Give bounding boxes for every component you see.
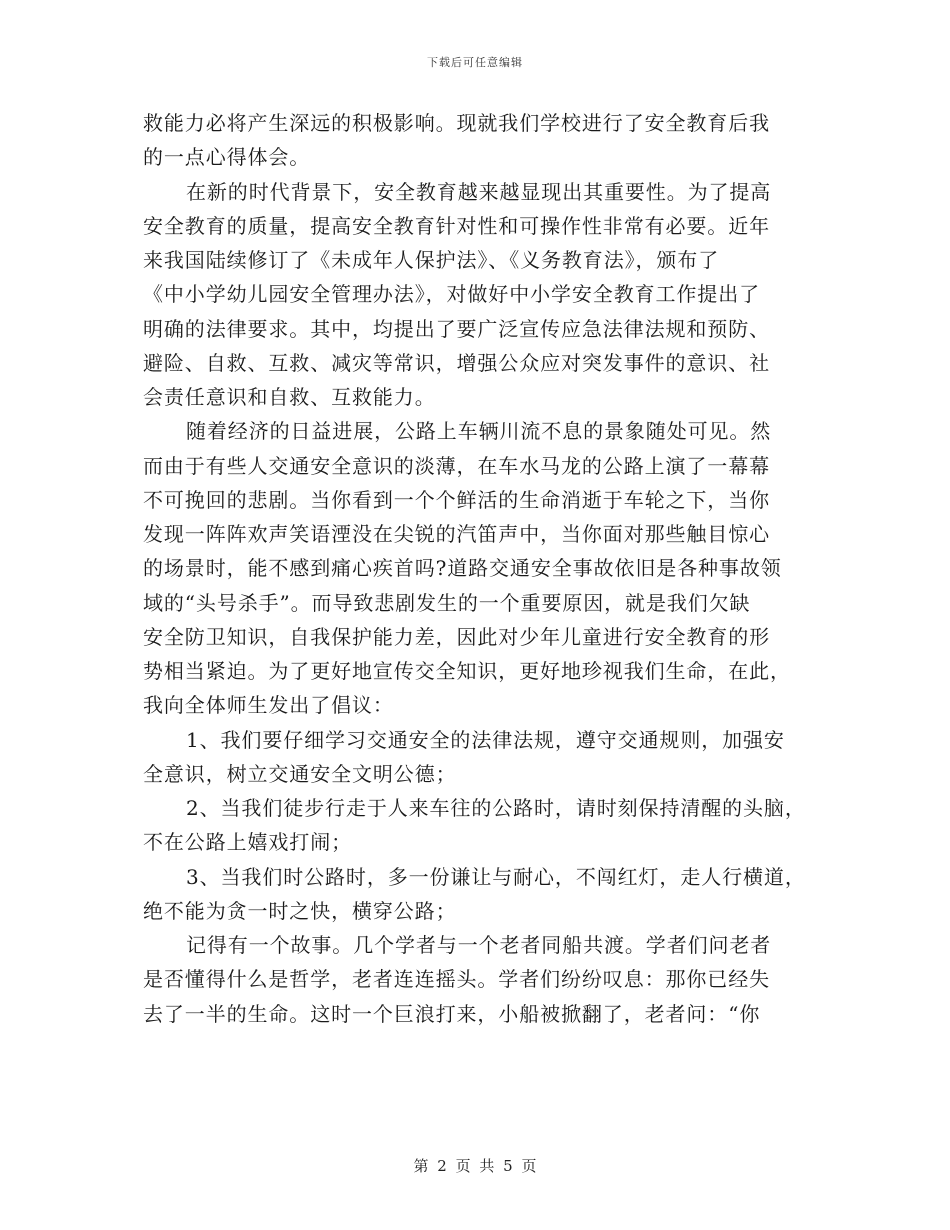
body-line: 而由于有些人交通安全意识的淡薄，在车水马龙的公路上演了一幕幕 bbox=[143, 453, 770, 478]
document-body bbox=[143, 106, 808, 1031]
paragraph-start-line: 记得有一个故事。几个学者与一个老者同船共渡。学者们问老者 bbox=[186, 933, 772, 957]
body-line: 会责任意识和自救、互救能力。 bbox=[143, 385, 436, 409]
body-line: 是否懂得什么是哲学，老者连连摇头。学者们纷纷叹息：那你已经失 bbox=[143, 967, 770, 992]
body-line: 避险、自救、互救、减灾等常识，增强公众应对突发事件的意识、社 bbox=[143, 350, 770, 375]
body-line: 的一点心得体会。 bbox=[143, 145, 311, 170]
body-line: 域的“头号杀手”。而导致悲剧发生的一个重要原因，就是我们欠缺 bbox=[143, 590, 751, 615]
body-line: 去了一半的生命。这时一个巨浪打来，小船被掀翻了，老者问：“你 bbox=[143, 1001, 761, 1026]
body-line: 全意识，树立交通安全文明公德； bbox=[143, 761, 457, 786]
page-header-note: 下载后可任意编辑 bbox=[427, 56, 523, 69]
body-line: 发现一阵阵欢声笑语湮没在尖锐的汽笛声中，当你面对那些触目惊心 bbox=[143, 522, 770, 546]
page-number-footer: 第 2 页 共 5 页 bbox=[413, 1157, 537, 1175]
body-line: 来我国陆续修订了《未成年人保护法》、《义务教育法》，颁布了 bbox=[143, 248, 720, 272]
paragraph-start-line: 3、当我们时公路时，多一份谦让与耐心，不闯红灯，走人行横道， bbox=[186, 864, 806, 889]
body-line: 我向全体师生发出了倡议： bbox=[143, 693, 394, 718]
paragraph-start-line: 随着经济的日益进展，公路上车辆川流不息的景象随处可见。然 bbox=[186, 419, 772, 444]
paragraph-start-line: 1、我们要仔细学习交通安全的法律法规，遵守交通规则，加强安 bbox=[186, 727, 785, 752]
body-line: 安全教育的质量，提高安全教育针对性和可操作性非常有必要。近年 bbox=[143, 213, 770, 238]
body-line: 救能力必将产生深远的积极影响。现就我们学校进行了安全教育后我 bbox=[143, 111, 770, 135]
body-line: 势相当紧迫。为了更好地宣传交全知识，更好地珍视我们生命，在此， bbox=[143, 659, 791, 683]
body-line: 不在公路上嬉戏打闹； bbox=[143, 830, 352, 855]
paragraph-start-line: 在新的时代背景下，安全教育越来越显现出其重要性。为了提高 bbox=[186, 179, 772, 204]
body-line: 的场景时，能不感到痛心疾首吗?道路交通安全事故依旧是各种事故领 bbox=[143, 556, 782, 581]
paragraph-start-line: 2、当我们徒步行走于人来车往的公路时，请时刻保持清醒的头脑， bbox=[186, 796, 806, 820]
body-line: 不可挽回的悲剧。当你看到一个个鲜活的生命消逝于车轮之下，当你 bbox=[143, 487, 770, 512]
body-line: 绝不能为贪一时之快，横穿公路； bbox=[143, 898, 457, 923]
body-line: 明确的法律要求。其中，均提出了要广泛宣传应急法律法规和预防、 bbox=[143, 316, 770, 341]
body-line: 安全防卫知识，自我保护能力差，因此对少年儿童进行安全教育的形 bbox=[143, 624, 770, 649]
body-line: 《中小学幼儿园安全管理办法》，对做好中小学安全教育工作提出了 bbox=[143, 282, 760, 307]
